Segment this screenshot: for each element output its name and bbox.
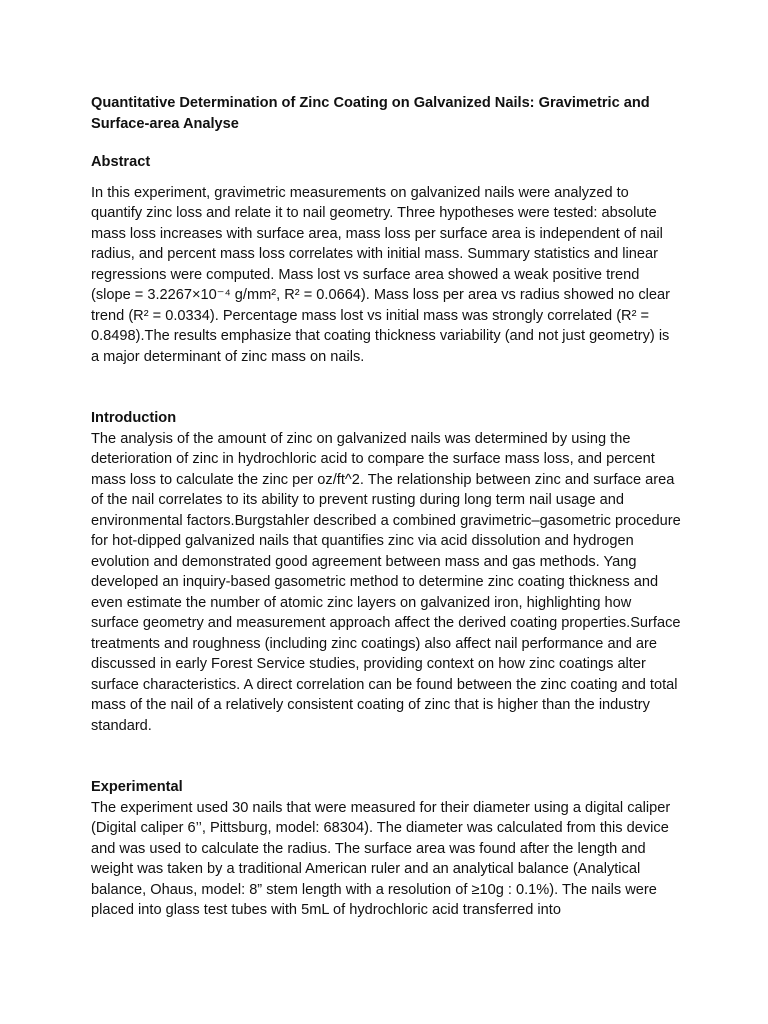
experimental-text: The experiment used 30 nails that were measured for their diameter using a digital caliper (Digital caliper 6’’, Pittsburg, model: 68304). The diameter was calculated from this device and was used to calculate the radius. The surface area was found after the length and weight was taken by a traditional American ruler and an analytical balance (Analytical balance, Ohaus, model: 8” stem length with a resolution of ≥10g : 0.1%). The nails were placed into glass test tubes with 5mL of hydrochloric acid transferred into bbox=[91, 799, 671, 918]
abstract-heading: Abstract bbox=[91, 154, 151, 170]
experimental-heading: Experimental bbox=[91, 779, 183, 795]
introduction-heading: Introduction bbox=[91, 410, 177, 426]
document-page bbox=[91, 93, 681, 921]
introduction-text: The analysis of the amount of zinc on galvanized nails was determined by using the deterioration of zinc in hydrochloric acid to compare the surface mass loss, and percent mass loss to calculate the zinc per oz/ft^2. The relationship between zinc and surface area of the nail correlates to its ability to prevent rusting during long term nail usage and environmental factors.Burgstahler described a combined gravimetric–gasometric procedure for hot-dipped galvanized nails that quantifies zinc via acid dissolution and hydrogen evolution and demonstrated good agreement between mass and gas methods. Yang developed an inquiry-based gasometric method to determine zinc coating thickness and even estimate the number of atomic zinc layers on galvanized iron, highlighting how surface geometry and measurement approach affect the derived coating properties.Surface treatments and roughness (including zinc coatings) also affect nail performance and are discussed in early Forest Service studies, providing context on how zinc coatings alter surface characteristics. A direct correlation can be found between the zinc coating and total mass of the nail of a relatively consistent coating of zinc that is higher than the industry standard. bbox=[91, 430, 681, 734]
abstract-text: In this experiment, gravimetric measurements on galvanized nails were analyzed to quantify zinc loss and relate it to nail geometry. Three hypotheses were tested: absolute mass loss increases with surface area, mass loss per surface area is independent of nail radius, and percent mass loss correlates with initial mass. Summary statistics and linear regressions were computed. Mass lost vs surface area showed a weak positive trend (slope = 3.2267×10⁻⁴ g/mm², R² = 0.0664). Mass loss per area vs radius showed no clear trend (R² = 0.0334). Percentage mass lost vs initial mass was strongly correlated (R² = 0.8498).The results emphasize that coating thickness variability (and not just geometry) is a major determinant of zinc mass on nails. bbox=[91, 184, 670, 365]
document-title: Quantitative Determination of Zinc Coating on Galvanized Nails: Gravimetric and Surface-area Analyse bbox=[91, 95, 650, 132]
